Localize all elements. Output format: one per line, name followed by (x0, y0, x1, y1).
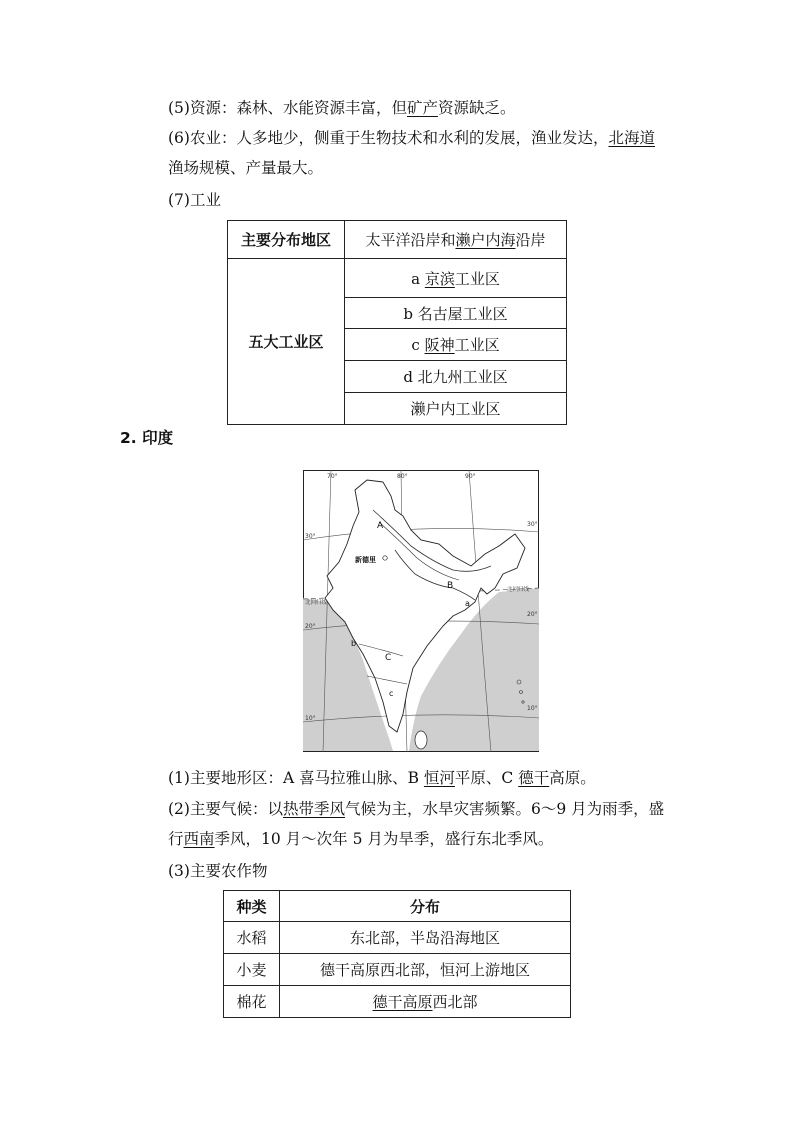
industry-left-label: 五大工业区 (228, 259, 345, 425)
crop-kind: 棉花 (224, 986, 280, 1018)
row-prefix: a (411, 269, 425, 288)
tropic-label-left: 北回归线 (305, 600, 328, 606)
climate2-suffix: 季风，10 月～次年 5 月为旱季，盛行东北季风。 (214, 830, 554, 848)
climate2-underlined: 西南 (183, 830, 215, 848)
industry-header-right (345, 221, 567, 259)
crop-dist-text: 东北部，半岛沿海地区 (349, 929, 500, 947)
agriculture-line-1 (168, 128, 655, 148)
row-suffix: 工业区 (454, 336, 500, 354)
terrain-line (168, 768, 596, 788)
crop-distribution (280, 922, 571, 954)
agriculture-underlined: 北海道 (608, 129, 655, 147)
row-prefix: d 北九州工业区 (403, 368, 508, 386)
india-title: 2. 印度 (120, 429, 174, 447)
crop-distribution (280, 954, 571, 986)
terrain-underlined-2: 德干 (518, 769, 550, 787)
city-label-new-delhi: 新德里 (355, 556, 376, 564)
row-suffix: 工业区 (454, 269, 500, 288)
climate-line-1 (168, 799, 664, 819)
lat-label-10-right: 10° (527, 705, 538, 712)
agriculture-line-2: 渔场规模、产量最大。 (168, 159, 324, 177)
climate-line-2 (168, 829, 553, 849)
industry-row (345, 361, 567, 393)
industry-row (345, 329, 567, 361)
map-letter-A: A (377, 521, 384, 531)
lat-label-30-right: 30° (527, 521, 538, 528)
map-letter-C: C (385, 653, 392, 663)
terrain-underlined-1: 恒河 (423, 769, 455, 787)
crops-table (223, 890, 571, 1018)
row-underlined: 阪神 (424, 336, 455, 354)
section-title-india (120, 428, 173, 448)
lat-label-20-right: 20° (527, 611, 538, 618)
industry-row (345, 298, 567, 329)
industry-table (227, 220, 567, 425)
resources-suffix: 资源缺乏。 (437, 99, 516, 117)
header-right-prefix: 太平洋沿岸和 (365, 231, 456, 249)
climate-suffix: 气候为主，水旱灾害频繁。6～9 月为雨季，盛 (344, 800, 665, 818)
climate2-text: 行 (168, 830, 184, 848)
resources-text: (5)资源：森林、水能资源丰富，但 (168, 99, 407, 117)
terrain-mid: 平原、C (454, 769, 519, 787)
lat-label-10-left: 10° (305, 715, 316, 722)
resources-line (168, 98, 516, 118)
header-right-underlined: 濑户内海 (455, 231, 516, 249)
industry-row (345, 259, 567, 298)
lon-label-80: 80° (397, 473, 408, 480)
climate-text: (2)主要气候：以 (168, 800, 283, 818)
row-prefix: c (411, 336, 425, 354)
terrain-text: (1)主要地形区：A 喜马拉雅山脉、B (168, 769, 424, 787)
crop-dist-text: 德干高原西北部，恒河上游地区 (319, 961, 530, 979)
resources-underlined: 矿产 (406, 99, 438, 117)
crops-header-distribution: 分布 (280, 891, 571, 922)
industry-row (345, 393, 567, 425)
lon-label-90: 90° (465, 473, 476, 480)
tropic-label-right: 北回归线 (507, 587, 530, 593)
lon-label-70: 70° (327, 473, 338, 480)
row-underlined: 京滨 (424, 269, 455, 288)
crop-distribution (280, 986, 571, 1018)
header-right-suffix: 沿岸 (515, 231, 546, 249)
map-letter-B: B (447, 581, 454, 591)
industry-header-left: 主要分布地区 (228, 221, 345, 259)
crops-title: (3)主要农作物 (168, 862, 268, 880)
climate-underlined: 热带季风 (282, 800, 345, 818)
map-letter-c: c (389, 689, 394, 698)
crop-dist-suffix: 西北部 (432, 993, 478, 1011)
map-letter-a: a (465, 599, 470, 608)
crops-header-kind: 种类 (224, 891, 280, 922)
lat-label-30-left: 30° (305, 533, 316, 540)
terrain-suffix: 高原。 (549, 769, 596, 787)
crop-kind: 水稻 (224, 922, 280, 954)
crop-kind: 小麦 (224, 954, 280, 986)
industry-title: (7)工业 (168, 191, 221, 209)
india-map (303, 470, 539, 752)
row-prefix: b 名古屋工业区 (403, 304, 508, 323)
map-letter-b: b (351, 639, 357, 648)
agriculture-text: (6)农业：人多地少，侧重于生物技术和水利的发展，渔业发达， (168, 129, 609, 147)
row-prefix: 濑户内工业区 (410, 400, 501, 418)
lat-label-20-left: 20° (305, 623, 316, 630)
crop-dist-underlined: 德干高原 (372, 993, 433, 1011)
